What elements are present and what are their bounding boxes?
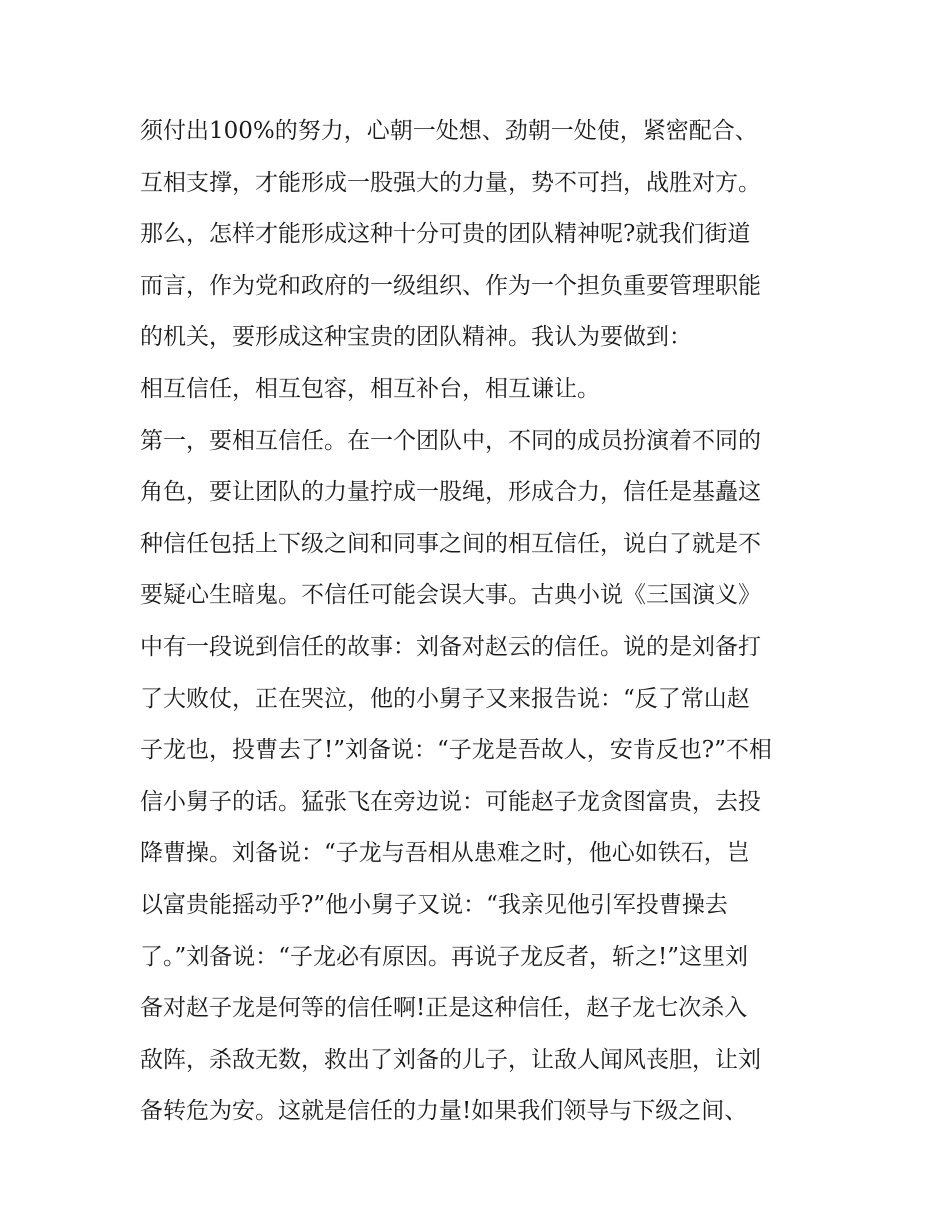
text-line-8: 角色，要让团队的力量拧成一股绳，形成合力，信任是基矗这	[140, 479, 761, 506]
text-line-17: 了。”刘备说：“子龙必有原因。再说子龙反者，斩之!”这里刘	[140, 943, 749, 970]
text-line-16: 以富贵能摇动乎?”他小舅子又说：“我亲见他引军投曹操去	[140, 891, 728, 918]
text-line-15: 降曹操。刘备说：“子龙与吾相从患难之时，他心如铁石，岂	[140, 840, 750, 867]
text-line-5: 的机关，要形成这种宝贵的团队精神。我认为要做到：	[140, 324, 692, 351]
text-line-11: 中有一段说到信任的故事：刘备对赵云的信任。说的是刘备打	[140, 633, 761, 660]
text-line-4: 而言，作为党和政府的一级组织、作为一个担负重要管理职能	[140, 272, 761, 299]
text-line-18: 备对赵子龙是何等的信任啊!正是这种信任，赵子龙七次杀入	[140, 995, 748, 1022]
text-line-13: 子龙也，投曹去了!”刘备说：“子龙是吾故人，安肯反也?”不相	[140, 737, 772, 764]
text-line-6: 相互信任，相互包容，相互补台，相互谦让。	[140, 375, 600, 402]
text-line-19: 敌阵，杀敌无数，救出了刘备的儿子，让敌人闻风丧胆，让刘	[140, 1046, 761, 1073]
text-line-10: 要疑心生暗鬼。不信任可能会误大事。古典小说《三国演义》	[140, 582, 761, 609]
text-line-12: 了大败仗，正在哭泣，他的小舅子又来报告说：“反了常山赵	[140, 685, 750, 712]
text-line-14: 信小舅子的话。猛张飞在旁边说：可能赵子龙贪图富贵，去投	[140, 788, 761, 815]
text-line-3: 那么，怎样才能形成这种十分可贵的团队精神呢?就我们街道	[140, 221, 751, 248]
text-line-20: 备转危为安。这就是信任的力量!如果我们领导与下级之间、	[140, 1098, 748, 1125]
text-line-2: 互相支撑，才能形成一股强大的力量，势不可挡，战胜对方。	[140, 169, 761, 196]
text-line-7: 第一，要相互信任。在一个团队中，不同的成员扮演着不同的	[140, 427, 761, 454]
body-text	[140, 106, 830, 1138]
text-line-1: 须付出100%的努力，心朝一处想、劲朝一处使，紧密配合、	[140, 118, 758, 144]
text-line-9: 种信任包括上下级之间和同事之间的相互信任，说白了就是不	[140, 530, 761, 557]
